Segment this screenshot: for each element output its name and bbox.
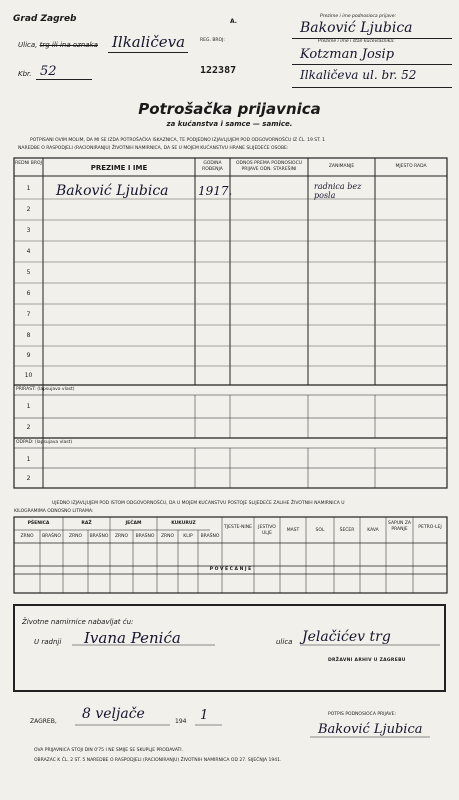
row-no-4: 4 <box>26 248 31 255</box>
purchase-line-1: Životne namirnice nabavljat ću: <box>22 618 134 626</box>
archive-stamp: DRŽAVNI ARHIV U ZAGREBU <box>328 658 406 663</box>
row-no-8: 8 <box>26 332 31 339</box>
sub-brasno-2: BRAŠNO <box>89 534 109 539</box>
col-header-name: PREZIME I IME <box>90 164 148 172</box>
owner-label: Prezime i ime i stan kućevlasnika: <box>318 39 395 44</box>
u-radnji-label: U radnji <box>34 638 62 646</box>
footer-note-2: OBRAZAC K ČL. 2 ST. 5 NAREDBE O RASPODJELI (RACIONIRANJU) ŽIVOTNIH NAMIRNICA OD 27. SIJEČNJA 1941. <box>34 758 282 763</box>
row-no-6: 6 <box>26 290 31 297</box>
col-header-year: GODINA ROĐENJA <box>202 161 223 172</box>
sub-zrno-4: ZRNO <box>160 534 175 539</box>
col-header-relation: ODNOS PREMA PODNOSIOCU PRIJAVE ODN. STAREŠINI <box>235 161 303 172</box>
holder-name-label: Prezime i ime podnosioca prijave: <box>320 14 397 19</box>
hdr-petrolej: PETRO-LEJ <box>418 525 442 530</box>
prirast-label: PRIRAST: (lapsujava vlast) <box>16 387 75 392</box>
row-1-name: Baković Ljubica <box>56 183 169 199</box>
reg-broj-label: REG. BROJ: <box>200 38 225 43</box>
hdr-sapun: SAPUN ZA PRANJE <box>388 521 411 532</box>
form-title: Potrošačka prijavnica <box>138 100 321 118</box>
kbr-label: Kbr. <box>18 70 32 78</box>
odpad-label: ODPAD: (lapsujava vlast) <box>16 440 73 445</box>
sub-klip-4: KLIP <box>183 534 193 539</box>
sub-zrno-1: ZRNO <box>20 534 34 539</box>
row-no-3: 3 <box>26 227 31 234</box>
intro-line-1: POTPISANI OVIM MOLIM, DA MI SE IZDA POTROŠAČKA ISKAZNICA, TE PODJEDNO IZJAVLJUJEM POD ODGOVORNOŠĆU IZ ČL. 19 ST. 1 <box>30 138 326 143</box>
odpad-row-1: 1 <box>26 456 31 463</box>
sub-brasno-3: BRAŠNO <box>135 534 155 539</box>
row-no-9: 9 <box>26 352 31 359</box>
col-header-workplace: MJESTO RADA <box>395 164 427 169</box>
stock-line-1: UJEDNO IZJAVLJUJEM POD ISTOM ODGOVORNOŠĆU, DA U MOJEM KUĆANSTVU POSTOJE SLIJEDEĆE ZALIHE ŽIVOTNIH NAMIRNICA U <box>52 501 345 506</box>
sub-zrno-3: ZRNO <box>114 534 129 539</box>
street-value: Ilkaličeva <box>112 33 186 51</box>
form-subtitle: za kućanstva i samce — samice. <box>166 120 293 128</box>
row-no-7: 7 <box>26 311 31 318</box>
street-label-struck: trg ili ina oznaka <box>39 41 98 49</box>
prirast-row-1: 1 <box>26 403 31 410</box>
group-raz: RAŽ <box>81 521 92 526</box>
group-psenica: PŠENICA <box>27 521 50 526</box>
group-kukuruz: KUKURUZ <box>171 521 196 526</box>
hdr-tjestenine: TJESTE-NINE <box>224 525 252 530</box>
row-no-5: 5 <box>26 269 31 276</box>
holder-name-value: Baković Ljubica <box>300 20 413 36</box>
form-letter: A. <box>230 18 238 25</box>
purchase-ulica-label: ulica <box>276 638 293 646</box>
hdr-ulje: JESTIVO ULJE <box>258 525 276 536</box>
col-header-occupation: ZANIMANJE <box>328 164 355 169</box>
footer-note-1: OVA PRIJAVNICA STOJI DIN 0'75 I NE SMIJE SE SKUPLJE PRODAVATI. <box>34 748 184 753</box>
city-label: Grad Zagreb <box>13 14 77 24</box>
place-label: ZAGREB, <box>30 718 57 725</box>
row-1-year: 1917. <box>198 184 233 198</box>
shop-name-value: Ivana Penića <box>84 629 181 647</box>
sub-zrno-2: ZRNO <box>68 534 83 539</box>
odpad-row-2: 2 <box>26 475 31 482</box>
intro-line-2: NAREDBE O RASPODJELI (RACIONIRANJU) ŽIVOTNIH NAMIRNICA, DA SE U MOJEM KUĆANSTVU HRANE SLIJEDEĆE OSOBE: <box>18 146 289 151</box>
row-1-occupation: radnica bez posla <box>314 182 362 200</box>
hdr-kava: KAVA <box>367 528 379 533</box>
povecanje-label: P O V E Ć A N J E <box>209 567 252 572</box>
signature-label: POTPIS PODNOSIOCA PRIJAVE: <box>328 712 396 717</box>
shop-street-value: Jelačićev trg <box>302 629 391 645</box>
serial-number: 122387 <box>200 65 237 76</box>
hdr-secer: ŠEĆER <box>339 528 355 533</box>
year-prefix: 194 <box>175 718 187 725</box>
hdr-sol: SOL <box>315 528 325 533</box>
group-jecam: JEČAM <box>125 521 142 526</box>
owner-name-value: Kotzman Josip <box>300 47 395 62</box>
hdr-mast: MAST <box>286 528 300 533</box>
sub-brasno-1: BRAŠNO <box>42 534 61 539</box>
prirast-row-2: 2 <box>26 424 31 431</box>
signature-value: Baković Ljubica <box>318 722 423 737</box>
date-value: 8 veljače <box>82 706 145 722</box>
year-digit: 1 <box>200 708 209 723</box>
row-no-1: 1 <box>26 185 31 192</box>
row-no-10: 10 <box>24 372 33 379</box>
owner-address-value: Ilkaličeva ul. br. 52 <box>300 68 417 82</box>
col-header-no: REDNI BROJ <box>15 161 42 166</box>
stock-line-2: KILOGRAMIMA ODNOSNO LITRAMA: <box>14 509 94 514</box>
kbr-value: 52 <box>40 64 57 79</box>
row-no-2: 2 <box>26 206 31 213</box>
sub-brasno-4: BRAŠNO <box>200 534 220 539</box>
street-label-prefix: Ulica, <box>18 41 40 49</box>
